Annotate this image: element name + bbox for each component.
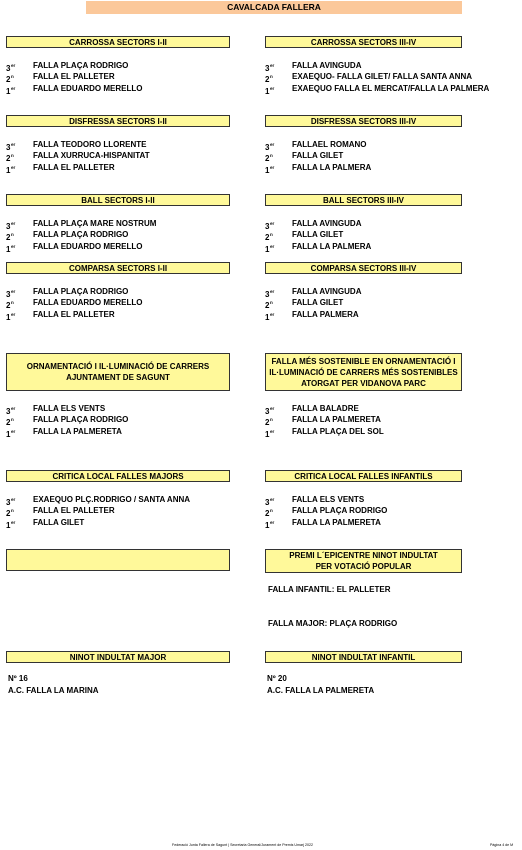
- falla-name: FALLA LA PALMERA: [292, 162, 372, 172]
- section-header-text: BALL SECTORS III-IV: [322, 195, 405, 205]
- rank-number: 3: [265, 64, 270, 73]
- ranking-row: [265, 83, 492, 94]
- rank-suffix: er: [10, 519, 16, 525]
- rank-suffix: n: [269, 508, 273, 514]
- rank-suffix: er: [10, 289, 16, 294]
- ninot-number: Nº 16: [8, 674, 28, 683]
- falla-name: FALLA EDUARDO MERELLO: [33, 241, 143, 251]
- rank-number: 3: [6, 222, 11, 231]
- ranking-row: [265, 426, 492, 437]
- section-header-ball-1-2: [6, 194, 230, 206]
- section-header-carrossa-3-4: [265, 36, 462, 48]
- section-header-line: FALLA MÉS SOSTENIBLE EN ORNAMENTACIÓ I: [271, 356, 456, 366]
- rank-suffix: er: [269, 243, 275, 249]
- epicentre-infantil: FALLA INFANTIL: EL PALLETER: [268, 585, 391, 594]
- ranking-row: [6, 241, 260, 252]
- ranking-list-critica-majors: [6, 494, 260, 528]
- ranking-row: [265, 286, 492, 297]
- rank-number: 2: [265, 154, 270, 164]
- rank-number: 2: [6, 233, 11, 243]
- rank-label: [265, 426, 287, 440]
- falla-name: FALLA AVINGUDA: [292, 287, 362, 296]
- rank-number: 2: [6, 154, 11, 164]
- rank-suffix: n: [269, 417, 273, 423]
- section-header-critica-majors: [6, 470, 230, 482]
- section-header-ninot-major: [6, 651, 230, 663]
- rank-suffix: er: [10, 142, 16, 147]
- falla-name: FALLA EDUARDO MERELLO: [33, 298, 143, 308]
- ranking-row: [6, 517, 260, 528]
- ninot-falla: A.C. FALLA LA PALMERETA: [267, 686, 375, 695]
- rank-suffix: er: [269, 497, 275, 502]
- rank-label: [265, 309, 287, 323]
- rank-label: [6, 162, 28, 176]
- ranking-row: [6, 494, 260, 505]
- section-header-line: AJUNTAMENT DE SAGUNT: [66, 373, 170, 382]
- rank-number: 1: [6, 86, 11, 96]
- falla-name: FALLA GILET: [33, 517, 85, 527]
- falla-name: EXAEQUO- FALLA GILET/ FALLA SANTA ANNA: [292, 72, 472, 82]
- rank-suffix: er: [10, 497, 16, 502]
- ranking-row: [6, 150, 260, 164]
- page-title: CAVALCADA FALLERA: [86, 1, 462, 14]
- falla-name: FALLA PALMERA: [292, 309, 359, 319]
- section-header-text: COMPARSA SECTORS III-IV: [310, 263, 417, 273]
- rank-label: [6, 517, 28, 531]
- rank-number: 3: [6, 143, 11, 152]
- falla-name: FALLA ELS VENTS: [292, 495, 365, 504]
- rank-suffix: er: [269, 85, 275, 91]
- falla-name: FALLA EDUARDO MERELLO: [33, 83, 143, 93]
- rank-number: 2: [265, 418, 270, 428]
- falla-name: FALLA LA PALMERETA: [33, 426, 122, 436]
- rank-number: 2: [265, 509, 270, 519]
- rank-label: [6, 241, 28, 255]
- rank-suffix: n: [269, 153, 273, 159]
- rank-suffix: n: [10, 232, 14, 238]
- falla-name: FALLA LA PALMERETA: [292, 415, 381, 425]
- rank-number: 1: [6, 244, 11, 254]
- rank-label: [265, 162, 287, 176]
- ranking-row: [265, 517, 492, 528]
- falla-name: FALLA TEODORO LLORENTE: [33, 140, 147, 149]
- rank-number: 1: [6, 165, 11, 175]
- falla-name: FALLA PLAÇA RODRIGO: [33, 287, 129, 296]
- rank-suffix: er: [269, 289, 275, 294]
- falla-name: FALLA PLAÇA RODRIGO: [33, 415, 129, 425]
- ranking-list-disfressa-3-4: [265, 139, 492, 173]
- ranking-list-comparsa-3-4: [265, 286, 492, 320]
- section-header-disfressa-3-4: [265, 115, 462, 127]
- rank-suffix: er: [10, 243, 16, 249]
- ranking-list-ornamentacio: [6, 403, 260, 437]
- ranking-row: [265, 494, 492, 505]
- rank-suffix: er: [10, 221, 16, 226]
- falla-name: FALLA EL PALLETER: [33, 506, 115, 516]
- rank-suffix: er: [269, 519, 275, 525]
- section-header-text: CARROSSA SECTORS III-IV: [310, 37, 417, 47]
- section-header-disfressa-1-2: [6, 115, 230, 127]
- section-header-text: [289, 550, 437, 572]
- footer-text: Federació Junta Fallera de Sagunt | Secretaria General/Jurament de Premis Umarj 2022: [172, 843, 313, 847]
- falla-name: FALLA PLAÇA DEL SOL: [292, 426, 384, 436]
- rank-suffix: n: [10, 74, 14, 80]
- rank-number: 1: [265, 312, 270, 322]
- section-header-text: DISFRESSA SECTORS III-IV: [310, 116, 417, 126]
- section-header-text: CRITICA LOCAL FALLES MAJORS: [52, 471, 184, 481]
- falla-name: FALLA EL PALLETER: [33, 162, 115, 172]
- falla-name: EXAEQUO PLÇ.RODRIGO / SANTA ANNA: [33, 495, 191, 504]
- ranking-row: [265, 414, 492, 428]
- rank-number: 1: [265, 520, 270, 530]
- rank-number: 3: [265, 290, 270, 299]
- rank-suffix: n: [10, 153, 14, 159]
- falla-name: FALLA XURRUCA-HISPANITAT: [33, 151, 150, 161]
- ranking-row: [6, 505, 260, 519]
- rank-suffix: er: [269, 63, 275, 68]
- page-number: Pàgina 4 de M: [490, 843, 514, 847]
- section-header-text: NINOT INDULTAT INFANTIL: [311, 652, 416, 662]
- ranking-row: [265, 241, 492, 252]
- ranking-row: [265, 60, 492, 71]
- rank-number: 1: [6, 312, 11, 322]
- falla-name: FALLA EL PALLETER: [33, 72, 115, 82]
- rank-number: 1: [265, 429, 270, 439]
- section-header-line: ATORGAT PER VIDANOVA PARC: [301, 378, 426, 388]
- falla-name: FALLA AVINGUDA: [292, 219, 362, 228]
- ranking-list-ball-1-2: [6, 218, 260, 252]
- ranking-list-ball-3-4: [265, 218, 492, 252]
- epicentre-major: FALLA MAJOR: PLAÇA RODRIGO: [268, 619, 398, 628]
- falla-name: FALLA GILET: [292, 151, 344, 161]
- rank-suffix: n: [10, 508, 14, 514]
- section-header-line: PREMI L´EPICENTRE NINOT INDULTAT: [289, 551, 438, 560]
- falla-name: FALLA EL PALLETER: [33, 309, 115, 319]
- rank-number: 2: [265, 233, 270, 243]
- rank-suffix: n: [10, 300, 14, 306]
- ranking-row: [6, 83, 260, 94]
- ninot-falla: A.C. FALLA LA MARINA: [8, 686, 99, 695]
- falla-name: FALLA LA PALMERA: [292, 241, 372, 251]
- section-header-line: IL·LUMINACIÓ DE CARRERS MÉS SOSTENIBLES: [269, 367, 458, 377]
- ranking-row: [6, 309, 260, 320]
- ranking-list-carrossa-1-2: [6, 60, 260, 94]
- section-header-text: [269, 356, 457, 389]
- rank-suffix: er: [10, 311, 16, 317]
- falla-name: FALLAEL ROMANO: [292, 140, 367, 149]
- rank-number: 3: [265, 498, 270, 507]
- ranking-row: [6, 229, 260, 243]
- ranking-list-critica-infantils: [265, 494, 492, 528]
- rank-label: [265, 517, 287, 531]
- rank-number: 2: [6, 75, 11, 85]
- ranking-row: [6, 71, 260, 85]
- rank-suffix: er: [269, 406, 275, 411]
- rank-label: [6, 426, 28, 440]
- rank-number: 2: [265, 75, 270, 85]
- ranking-row: [265, 71, 492, 85]
- ranking-row: [265, 139, 492, 150]
- ranking-row: [6, 403, 260, 414]
- rank-suffix: er: [10, 85, 16, 91]
- rank-number: 1: [265, 244, 270, 254]
- ranking-row: [265, 229, 492, 243]
- ranking-list-comparsa-1-2: [6, 286, 260, 320]
- rank-number: 3: [6, 290, 11, 299]
- ranking-row: [6, 162, 260, 173]
- rank-suffix: n: [269, 74, 273, 80]
- section-header-text: COMPARSA SECTORS I-II: [68, 263, 168, 273]
- rank-label: [265, 241, 287, 255]
- rank-suffix: er: [269, 142, 275, 147]
- rank-suffix: er: [269, 221, 275, 226]
- falla-name: FALLA PLAÇA MARE NOSTRUM: [33, 219, 157, 228]
- falla-name: EXAEQUO FALLA EL MERCAT/FALLA LA PALMERA: [292, 83, 490, 93]
- rank-suffix: er: [269, 311, 275, 317]
- ranking-row: [6, 218, 260, 229]
- rank-suffix: er: [269, 428, 275, 434]
- rank-number: 2: [6, 509, 11, 519]
- section-header-text: CRITICA LOCAL FALLES INFANTILS: [294, 471, 433, 481]
- falla-name: FALLA BALADRE: [292, 404, 359, 413]
- rank-suffix: n: [10, 417, 14, 423]
- rank-number: 1: [6, 520, 11, 530]
- ranking-row: [6, 426, 260, 437]
- ranking-row: [6, 414, 260, 428]
- ranking-row: [6, 286, 260, 297]
- rank-label: [6, 83, 28, 97]
- rank-suffix: er: [10, 428, 16, 434]
- falla-name: FALLA PLAÇA RODRIGO: [33, 230, 129, 240]
- rank-number: 3: [6, 64, 11, 73]
- rank-number: 2: [6, 418, 11, 428]
- rank-label: [6, 309, 28, 323]
- rank-number: 1: [6, 429, 11, 439]
- section-header-text: DISFRESSA SECTORS I-II: [69, 116, 167, 126]
- section-header-carrossa-1-2: [6, 36, 230, 48]
- rank-number: 1: [265, 165, 270, 175]
- rank-number: 3: [6, 407, 11, 416]
- section-header-epicentre: [265, 549, 462, 573]
- ranking-row: [265, 403, 492, 414]
- ranking-row: [265, 218, 492, 229]
- rank-number: 3: [6, 498, 11, 507]
- empty-award-box: [6, 549, 230, 571]
- ranking-list-disfressa-1-2: [6, 139, 260, 173]
- ranking-row: [6, 139, 260, 150]
- section-header-text: BALL SECTORS I-II: [81, 195, 155, 205]
- falla-name: FALLA PLAÇA RODRIGO: [33, 61, 129, 70]
- rank-suffix: er: [10, 164, 16, 170]
- falla-name: FALLA PLAÇA RODRIGO: [292, 506, 388, 516]
- rank-label: [265, 83, 287, 97]
- rank-number: 3: [265, 222, 270, 231]
- ranking-row: [265, 309, 492, 320]
- falla-name: FALLA GILET: [292, 230, 344, 240]
- section-header-comparsa-1-2: [6, 262, 230, 274]
- section-header-line: ORNAMENTACIÓ I IL·LUMINACIÓ DE CARRERS: [26, 362, 210, 371]
- rank-number: 2: [6, 301, 11, 311]
- rank-suffix: er: [269, 164, 275, 170]
- section-header-ornamentacio: [6, 353, 230, 391]
- ranking-row: [6, 60, 260, 71]
- section-header-line: PER VOTACIÓ POPULAR: [315, 562, 412, 571]
- section-header-text: CARROSSA SECTORS I-II: [69, 37, 167, 47]
- ranking-row: [265, 505, 492, 519]
- falla-name: FALLA ELS VENTS: [33, 404, 106, 413]
- falla-name: FALLA GILET: [292, 298, 344, 308]
- ranking-row: [265, 297, 492, 311]
- ranking-row: [265, 162, 492, 173]
- section-header-ball-3-4: [265, 194, 462, 206]
- section-header-comparsa-3-4: [265, 262, 462, 274]
- rank-suffix: er: [10, 406, 16, 411]
- rank-number: 3: [265, 143, 270, 152]
- rank-number: 2: [265, 301, 270, 311]
- section-header-critica-infantils: [265, 470, 462, 482]
- rank-number: 3: [265, 407, 270, 416]
- falla-name: FALLA LA PALMERETA: [292, 517, 381, 527]
- section-header-ninot-infantil: [265, 651, 462, 663]
- rank-suffix: er: [10, 63, 16, 68]
- ranking-row: [265, 150, 492, 164]
- rank-suffix: n: [269, 300, 273, 306]
- ranking-list-sostenible: [265, 403, 492, 437]
- section-header-sostenible: [265, 353, 462, 391]
- section-header-text: [27, 361, 210, 383]
- ninot-number: Nº 20: [267, 674, 287, 683]
- section-header-text: NINOT INDULTAT MAJOR: [69, 652, 167, 662]
- ranking-row: [6, 297, 260, 311]
- rank-suffix: n: [269, 232, 273, 238]
- rank-number: 1: [265, 86, 270, 96]
- ranking-list-carrossa-3-4: [265, 60, 492, 94]
- falla-name: FALLA AVINGUDA: [292, 61, 362, 70]
